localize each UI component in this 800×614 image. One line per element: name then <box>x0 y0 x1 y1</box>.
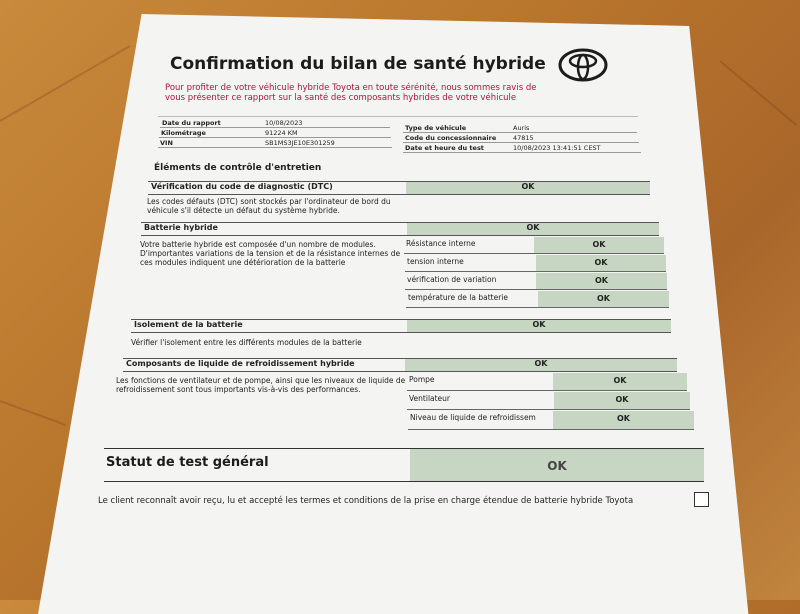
item-label: Pompe <box>409 375 435 384</box>
list-item <box>408 411 694 430</box>
meta-value: 10/08/2023 <box>265 119 303 127</box>
check-description: Vérifier l'isolement entre les différents modules de la batterie <box>131 338 362 347</box>
meta-row <box>159 128 391 138</box>
check-description: Votre batterie hybride est composée d'un nombre de modules. D'importantes variations de la tension et de la résistance internes de ces modules indiquent une détérioration de la batterie <box>140 240 401 267</box>
check-description: Les codes défauts (DTC) sont stockés par l'ordinateur de bord du véhicule s'il détecte un défaut du système hybride. <box>147 197 391 215</box>
check-battery <box>141 222 659 236</box>
item-label: Ventilateur <box>409 394 451 403</box>
meta-row <box>158 138 392 148</box>
status-badge: OK <box>407 320 671 332</box>
wood-grain <box>0 400 66 426</box>
list-item <box>407 392 690 410</box>
status-badge: OK <box>536 273 667 289</box>
paper-sheet <box>38 14 778 614</box>
meta-value: 47815 <box>513 134 534 142</box>
check-dtc <box>148 181 650 195</box>
document-title: Confirmation du bilan de santé hybride <box>170 54 546 74</box>
list-item <box>407 373 687 391</box>
item-label: tension interne <box>407 257 464 266</box>
check-label: Composants de liquide de refroidissement hybride <box>126 359 355 368</box>
acceptance-checkbox[interactable] <box>694 492 709 507</box>
meta-label: VIN <box>160 139 173 147</box>
check-coolant <box>123 358 677 372</box>
status-badge: OK <box>538 291 669 307</box>
overall-status <box>104 448 704 482</box>
check-isolation <box>131 319 671 333</box>
meta-row <box>403 123 637 133</box>
status-badge: OK <box>407 223 659 235</box>
check-description: Les fonctions de ventilateur et de pompe, ainsi que les niveaux de liquide de refroidissement sont tous importants vis-à-vis des performances. <box>116 376 406 394</box>
item-label: Résistance interne <box>406 239 476 248</box>
status-badge: OK <box>405 359 677 371</box>
status-badge: OK <box>553 373 687 390</box>
check-label: Batterie hybride <box>144 223 218 232</box>
wood-grain <box>0 45 130 122</box>
list-item <box>405 273 667 290</box>
meta-row <box>160 118 390 128</box>
meta-label: Code du concessionnaire <box>405 134 497 142</box>
check-label: Vérification du code de diagnostic (DTC) <box>151 182 333 191</box>
status-badge: OK <box>406 182 650 194</box>
status-badge: OK <box>553 411 694 429</box>
meta-row <box>403 133 639 143</box>
meta-label: Date et heure du test <box>405 144 484 152</box>
footer-text: Le client reconnaît avoir reçu, lu et accepté les termes et conditions de la prise en charge étendue de batterie hybride Toyota <box>98 496 634 506</box>
wood-grain <box>719 60 797 126</box>
divider <box>158 116 638 117</box>
status-badge: OK <box>536 255 666 271</box>
intro-text: Pour profiter de votre véhicule hybride Toyota en toute sérénité, nous sommes ravis de vous présenter ce rapport sur la santé des composants hybrides de votre véhicule <box>165 83 537 103</box>
item-label: température de la batterie <box>408 293 508 302</box>
meta-label: Type de véhicule <box>405 124 467 132</box>
meta-value: SB1MS3JE10E301259 <box>265 139 335 147</box>
status-badge: OK <box>534 237 664 253</box>
item-label: Niveau de liquide de refroidissem <box>410 413 536 422</box>
meta-label: Kilométrage <box>161 129 206 137</box>
overall-status-label: Statut de test général <box>106 455 269 470</box>
toyota-logo-icon <box>558 48 608 82</box>
meta-label: Date du rapport <box>162 119 221 127</box>
check-label: Isolement de la batterie <box>134 320 243 329</box>
section-heading: Éléments de contrôle d'entretien <box>154 163 322 173</box>
meta-row <box>403 143 641 153</box>
list-item <box>405 255 666 272</box>
meta-value: 10/08/2023 13:41:51 CEST <box>513 144 601 152</box>
status-badge: OK <box>410 449 704 481</box>
meta-value: 91224 KM <box>265 129 298 137</box>
item-label: vérification de variation <box>407 275 497 284</box>
list-item <box>404 237 664 254</box>
status-badge: OK <box>554 392 690 409</box>
list-item <box>406 291 669 308</box>
meta-value: Auris <box>513 124 530 132</box>
